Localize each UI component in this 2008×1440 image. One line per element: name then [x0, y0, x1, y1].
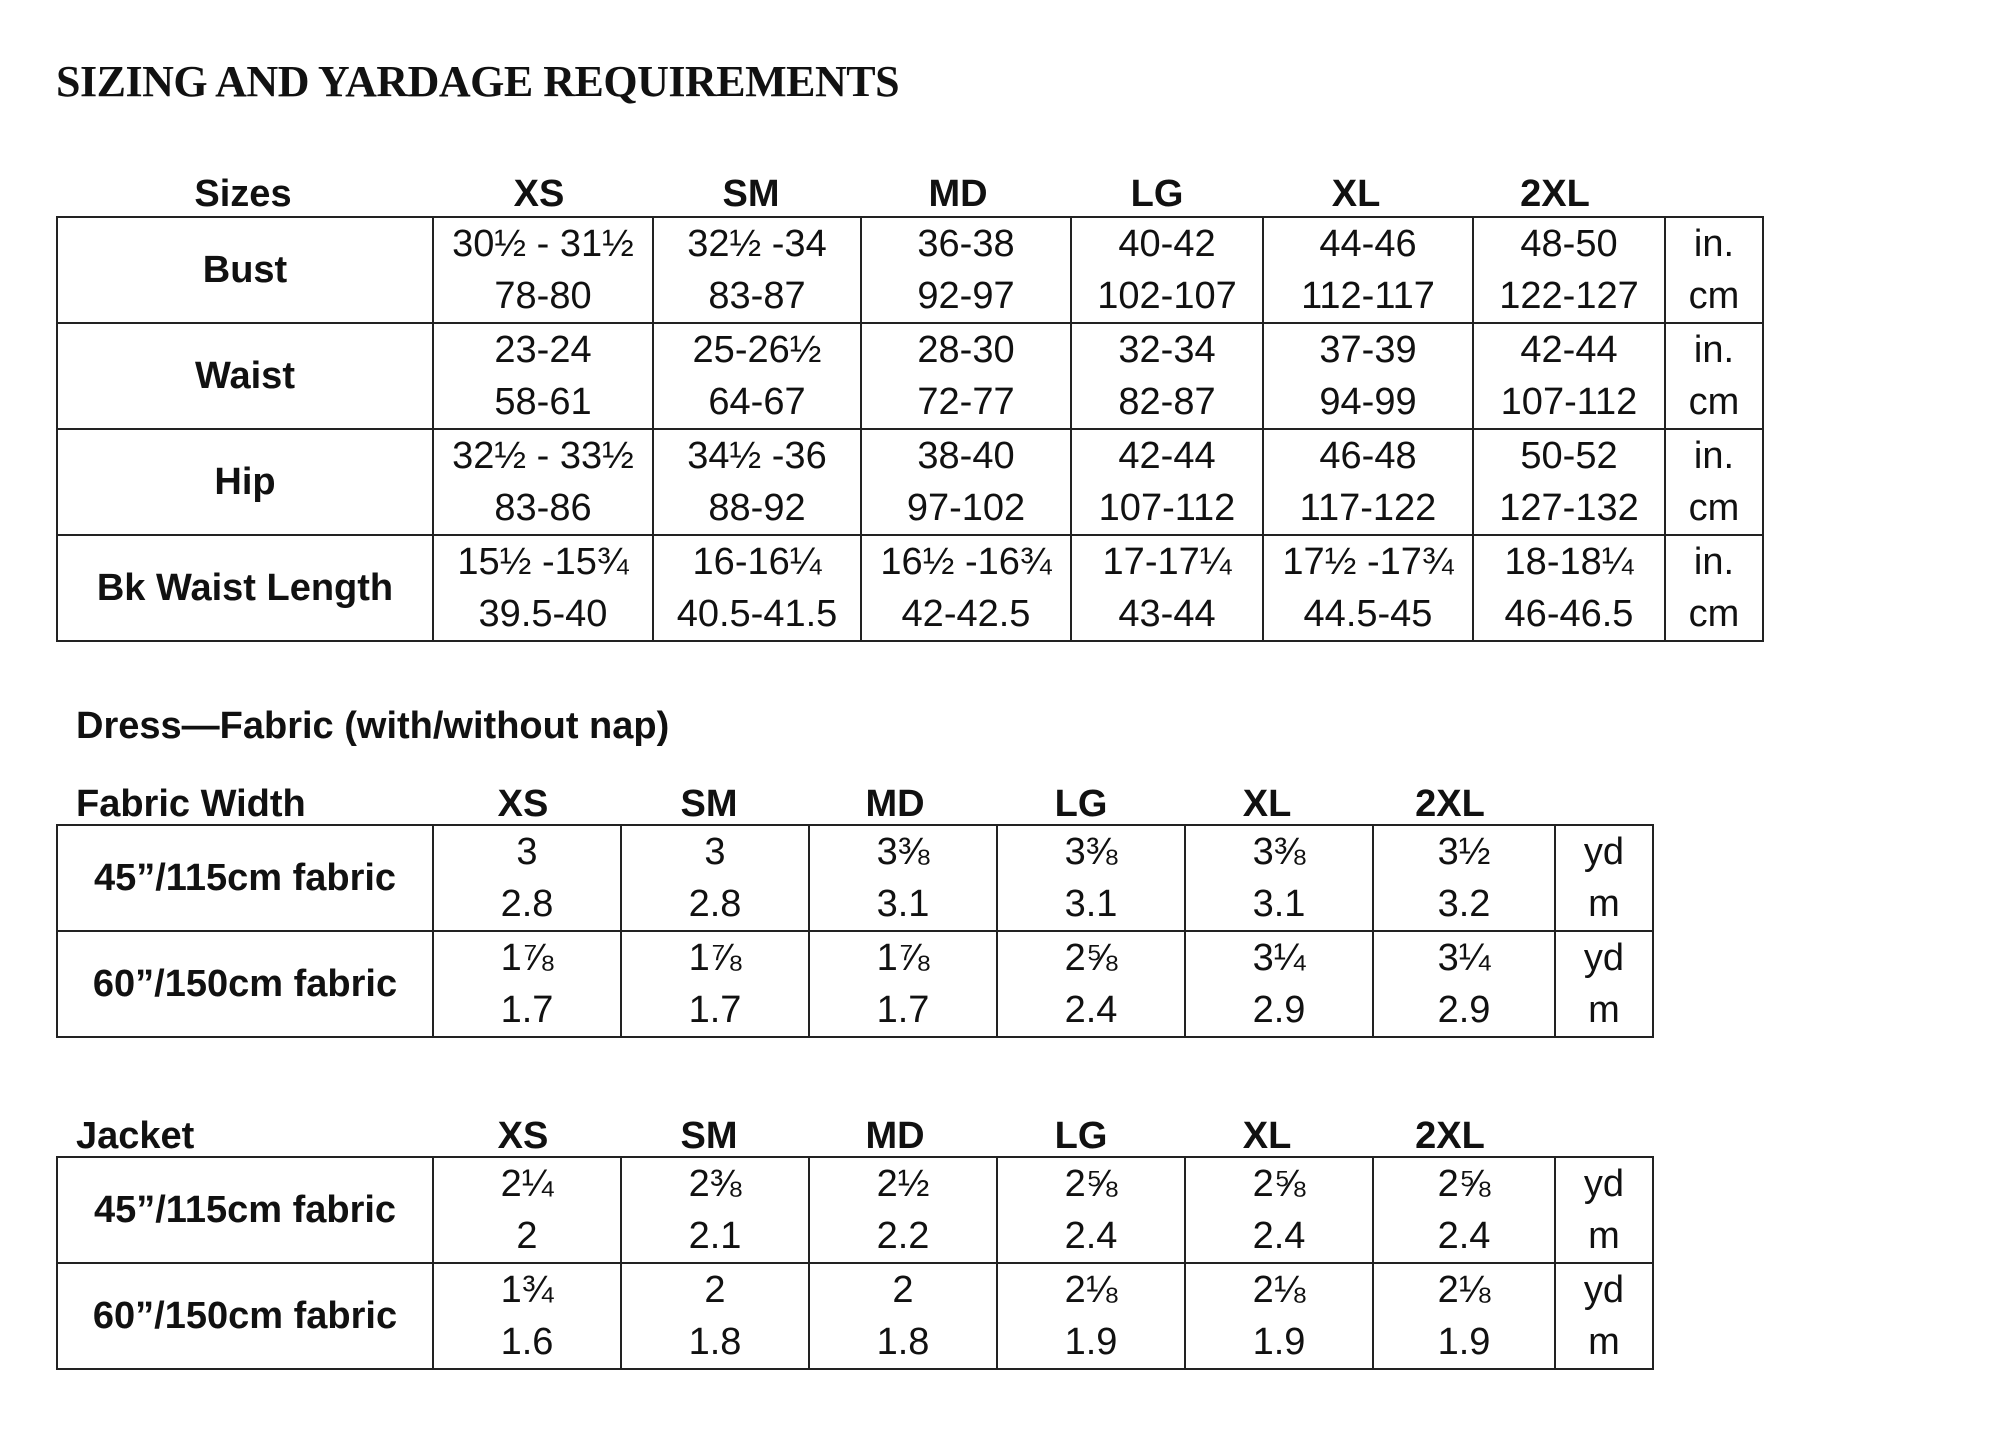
value-cell — [1473, 429, 1665, 535]
row-label: Hip — [57, 429, 433, 535]
value-cell — [1263, 535, 1473, 641]
value-primary: 2¼ — [500, 1163, 554, 1205]
value-cell — [1473, 535, 1665, 641]
value-cell — [433, 323, 653, 429]
value-primary: 3 — [704, 831, 726, 873]
value-cell — [653, 323, 861, 429]
value-secondary: 2.9 — [1252, 989, 1306, 1031]
value-cell — [1071, 217, 1263, 323]
size-header-xs: XS — [497, 783, 549, 825]
size-header-md: MD — [928, 173, 988, 215]
unit-label: in. — [1693, 435, 1735, 477]
unit-label: in. — [1693, 329, 1735, 371]
size-header-2xl: 2XL — [1415, 1115, 1485, 1157]
unit-label: in. — [1693, 223, 1735, 265]
value-secondary: 1.8 — [688, 1321, 742, 1363]
value-cell — [997, 1157, 1185, 1263]
value-secondary: 83-87 — [708, 275, 806, 317]
value-secondary: 40.5-41.5 — [676, 593, 838, 635]
value-secondary: 97-102 — [906, 487, 1026, 529]
value-secondary: 3.2 — [1437, 883, 1491, 925]
value-primary: 16-16¼ — [692, 541, 822, 583]
value-primary: 16½ -16¾ — [880, 541, 1052, 583]
value-cell — [1071, 323, 1263, 429]
jacket-yardage-table — [56, 1156, 1654, 1370]
value-secondary: 58-61 — [494, 381, 592, 423]
unit-cell — [1555, 931, 1653, 1037]
unit-cell — [1665, 323, 1763, 429]
value-secondary: 43-44 — [1118, 593, 1216, 635]
value-primary: 1⅞ — [688, 937, 742, 979]
value-cell — [1263, 429, 1473, 535]
value-primary: 36-38 — [917, 223, 1015, 265]
value-primary: 1⅞ — [876, 937, 930, 979]
table-row — [57, 931, 1653, 1037]
value-primary: 2⅝ — [1437, 1163, 1491, 1205]
row-label: 60”/150cm fabric — [57, 1263, 433, 1369]
value-primary: 30½ - 31½ — [452, 223, 634, 265]
value-primary: 42-44 — [1118, 435, 1216, 477]
value-cell — [1071, 429, 1263, 535]
page-title: SIZING AND YARDAGE REQUIREMENTS — [56, 57, 900, 106]
sizing-header-row — [56, 160, 1650, 216]
value-primary: 2⅛ — [1437, 1269, 1491, 1311]
unit-label: cm — [1688, 381, 1740, 423]
value-cell — [1373, 825, 1555, 931]
value-secondary: 1.9 — [1064, 1321, 1118, 1363]
value-secondary: 122-127 — [1499, 275, 1639, 317]
unit-label: yd — [1583, 831, 1625, 873]
table-row — [57, 429, 1763, 535]
unit-cell — [1665, 217, 1763, 323]
value-cell — [809, 931, 997, 1037]
size-header-sm: SM — [722, 173, 780, 215]
unit-label: cm — [1688, 593, 1740, 635]
dress-header-label: Fabric Width — [76, 783, 306, 825]
value-primary: 48-50 — [1520, 223, 1618, 265]
size-header-lg: LG — [1054, 783, 1108, 825]
value-primary: 3⅜ — [1064, 831, 1118, 873]
value-secondary: 82-87 — [1118, 381, 1216, 423]
value-primary: 3½ — [1437, 831, 1491, 873]
value-cell — [861, 429, 1071, 535]
value-secondary: 1.7 — [688, 989, 742, 1031]
value-secondary: 46-46.5 — [1504, 593, 1634, 635]
size-header-xs: XS — [497, 1115, 549, 1157]
value-cell — [653, 535, 861, 641]
value-primary: 32½ -34 — [687, 223, 827, 265]
value-secondary: 39.5-40 — [478, 593, 608, 635]
value-primary: 18-18¼ — [1504, 541, 1634, 583]
unit-cell — [1665, 535, 1763, 641]
row-label: Bk Waist Length — [57, 535, 433, 641]
size-header-2xl: 2XL — [1415, 783, 1485, 825]
value-secondary: 102-107 — [1097, 275, 1237, 317]
value-primary: 15½ -15¾ — [457, 541, 629, 583]
value-secondary: 107-112 — [1098, 487, 1236, 529]
unit-label: yd — [1583, 1163, 1625, 1205]
value-secondary: 2 — [516, 1215, 538, 1257]
value-secondary: 1.7 — [500, 989, 554, 1031]
value-primary: 38-40 — [917, 435, 1015, 477]
table-row — [57, 1263, 1653, 1369]
value-secondary: 1.6 — [500, 1321, 554, 1363]
value-primary: 2⅜ — [688, 1163, 742, 1205]
value-cell — [621, 825, 809, 931]
jacket-header-label: Jacket — [76, 1115, 195, 1157]
value-primary: 2½ — [876, 1163, 930, 1205]
value-primary: 46-48 — [1319, 435, 1417, 477]
size-header-lg: LG — [1130, 173, 1184, 215]
value-secondary: 72-77 — [917, 381, 1015, 423]
row-label: 45”/115cm fabric — [57, 825, 433, 931]
unit-cell — [1555, 1263, 1653, 1369]
table-row — [57, 825, 1653, 931]
size-header-sm: SM — [680, 783, 738, 825]
value-cell — [1185, 825, 1373, 931]
value-secondary: 2.4 — [1437, 1215, 1491, 1257]
value-secondary: 2.4 — [1252, 1215, 1306, 1257]
size-header-lg: LG — [1054, 1115, 1108, 1157]
value-primary: 32-34 — [1118, 329, 1216, 371]
value-cell — [1263, 323, 1473, 429]
value-cell — [1373, 1157, 1555, 1263]
value-primary: 3¼ — [1437, 937, 1491, 979]
value-cell — [861, 217, 1071, 323]
value-cell — [1185, 1263, 1373, 1369]
value-secondary: 1.7 — [876, 989, 930, 1031]
value-secondary: 44.5-45 — [1303, 593, 1433, 635]
value-secondary: 2.2 — [876, 1215, 930, 1257]
value-cell — [1373, 1263, 1555, 1369]
value-cell — [809, 1263, 997, 1369]
value-primary: 3⅜ — [876, 831, 930, 873]
dress-header-row — [56, 770, 1540, 826]
table-row — [57, 1157, 1653, 1263]
size-header-2xl: 2XL — [1520, 173, 1590, 215]
value-cell — [653, 217, 861, 323]
size-header-xl: XL — [1242, 1115, 1292, 1157]
value-primary: 1¾ — [500, 1269, 554, 1311]
unit-cell — [1555, 825, 1653, 931]
value-secondary: 127-132 — [1499, 487, 1639, 529]
value-cell — [433, 217, 653, 323]
value-primary: 2⅝ — [1064, 937, 1118, 979]
value-cell — [653, 429, 861, 535]
unit-label: m — [1588, 883, 1620, 925]
value-primary: 44-46 — [1319, 223, 1417, 265]
value-primary: 3¼ — [1252, 937, 1306, 979]
value-cell — [433, 1157, 621, 1263]
value-primary: 2⅝ — [1064, 1163, 1118, 1205]
value-cell — [809, 825, 997, 931]
sizing-header-label: Sizes — [194, 173, 292, 215]
size-header-md: MD — [865, 1115, 925, 1157]
value-cell — [621, 931, 809, 1037]
value-primary: 2⅛ — [1064, 1269, 1118, 1311]
value-cell — [621, 1263, 809, 1369]
value-cell — [809, 1157, 997, 1263]
value-secondary: 1.9 — [1437, 1321, 1491, 1363]
value-primary: 25-26½ — [692, 329, 822, 371]
value-secondary: 107-112 — [1500, 381, 1638, 423]
value-secondary: 2.4 — [1064, 989, 1118, 1031]
unit-label: cm — [1688, 275, 1740, 317]
value-cell — [1185, 1157, 1373, 1263]
value-secondary: 2.4 — [1064, 1215, 1118, 1257]
unit-cell — [1555, 1157, 1653, 1263]
row-label: 45”/115cm fabric — [57, 1157, 433, 1263]
table-row — [57, 535, 1763, 641]
value-secondary: 64-67 — [708, 381, 806, 423]
value-cell — [997, 931, 1185, 1037]
value-primary: 50-52 — [1520, 435, 1618, 477]
value-cell — [433, 1263, 621, 1369]
size-header-sm: SM — [680, 1115, 738, 1157]
value-secondary: 2.1 — [688, 1215, 742, 1257]
jacket-header-row — [56, 1102, 1540, 1158]
value-secondary: 94-99 — [1319, 381, 1417, 423]
value-cell — [1373, 931, 1555, 1037]
unit-cell — [1665, 429, 1763, 535]
value-secondary: 2.8 — [500, 883, 554, 925]
unit-label: in. — [1693, 541, 1735, 583]
value-cell — [997, 1263, 1185, 1369]
value-primary: 42-44 — [1520, 329, 1618, 371]
value-primary: 37-39 — [1319, 329, 1417, 371]
unit-label: yd — [1583, 1269, 1625, 1311]
value-secondary: 78-80 — [494, 275, 592, 317]
value-primary: 2⅝ — [1252, 1163, 1306, 1205]
value-primary: 40-42 — [1118, 223, 1216, 265]
size-header-xl: XL — [1331, 173, 1381, 215]
value-secondary: 3.1 — [876, 883, 930, 925]
value-cell — [861, 323, 1071, 429]
row-label: 60”/150cm fabric — [57, 931, 433, 1037]
unit-label: cm — [1688, 487, 1740, 529]
value-primary: 3 — [516, 831, 538, 873]
value-primary: 17½ -17¾ — [1282, 541, 1454, 583]
value-secondary: 1.8 — [876, 1321, 930, 1363]
value-secondary: 112-117 — [1301, 275, 1435, 317]
value-cell — [1473, 217, 1665, 323]
size-header-xl: XL — [1242, 783, 1292, 825]
value-secondary: 2.8 — [688, 883, 742, 925]
sizing-table — [56, 216, 1764, 642]
value-cell — [1185, 931, 1373, 1037]
unit-label: m — [1588, 989, 1620, 1031]
value-secondary: 83-86 — [494, 487, 592, 529]
table-row — [57, 217, 1763, 323]
value-primary: 2⅛ — [1252, 1269, 1306, 1311]
value-primary: 3⅜ — [1252, 831, 1306, 873]
unit-label: m — [1588, 1321, 1620, 1363]
value-primary: 28-30 — [917, 329, 1015, 371]
value-primary: 17-17¼ — [1102, 541, 1232, 583]
unit-label: yd — [1583, 937, 1625, 979]
dress-section-title: Dress—Fabric (with/without nap) — [76, 705, 670, 747]
value-secondary: 92-97 — [917, 275, 1015, 317]
value-primary: 2 — [892, 1269, 914, 1311]
value-secondary: 1.9 — [1252, 1321, 1306, 1363]
size-header-xs: XS — [513, 173, 565, 215]
table-row — [57, 323, 1763, 429]
value-secondary: 117-122 — [1299, 487, 1437, 529]
value-cell — [1263, 217, 1473, 323]
size-header-md: MD — [865, 783, 925, 825]
dress-yardage-table — [56, 824, 1654, 1038]
value-cell — [1473, 323, 1665, 429]
value-cell — [997, 825, 1185, 931]
row-label: Bust — [57, 217, 433, 323]
value-primary: 23-24 — [494, 329, 592, 371]
value-cell — [433, 535, 653, 641]
value-secondary: 3.1 — [1252, 883, 1306, 925]
value-secondary: 2.9 — [1437, 989, 1491, 1031]
value-cell — [621, 1157, 809, 1263]
unit-label: m — [1588, 1215, 1620, 1257]
value-secondary: 3.1 — [1064, 883, 1118, 925]
value-primary: 34½ -36 — [687, 435, 827, 477]
value-cell — [433, 931, 621, 1037]
value-cell — [433, 429, 653, 535]
value-primary: 32½ - 33½ — [452, 435, 634, 477]
value-secondary: 88-92 — [708, 487, 806, 529]
value-primary: 2 — [704, 1269, 726, 1311]
value-cell — [861, 535, 1071, 641]
value-cell — [1071, 535, 1263, 641]
value-primary: 1⅞ — [500, 937, 554, 979]
value-cell — [433, 825, 621, 931]
value-secondary: 42-42.5 — [901, 593, 1031, 635]
row-label: Waist — [57, 323, 433, 429]
